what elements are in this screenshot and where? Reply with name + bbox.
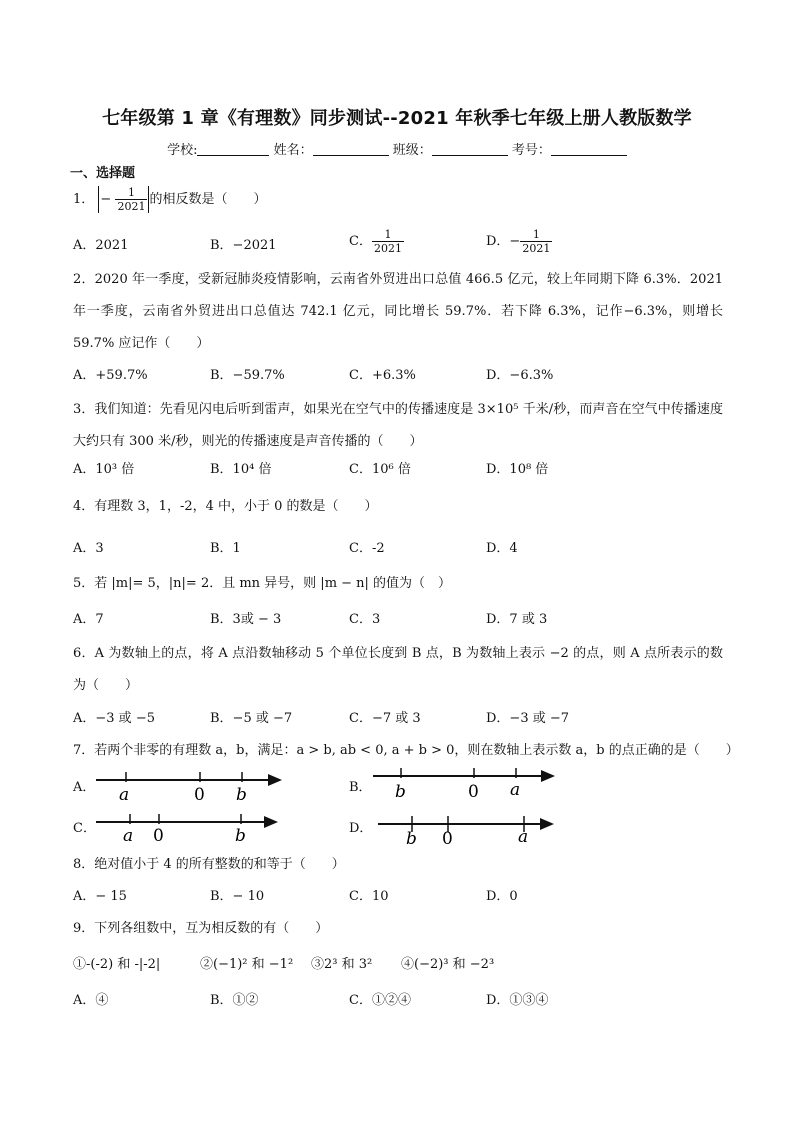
q1-d-label: D．− [486,234,521,249]
q8-option-b[interactable]: B．− 10 [210,889,265,904]
exam-no-label: 考号： [511,143,551,158]
question-2: 2．2020 年一季度，受新冠肺炎疫情影响，云南省外贸进出口总值 466.5 亿元，较上年同期下降 6.3%．2021 年一季度，云南省外贸进出口总值达 742.1 亿元，同比增长 59.7%．若下降 6.3%，记作−6.3%，则增长 59.7% 应记作（ ） [73,272,723,351]
section-heading: 一、选择题 [70,166,136,181]
school-label: 学校: [167,143,198,158]
q4-option-a[interactable]: A．3 [73,541,104,556]
q1-abs-expression [98,186,149,213]
q7-option-b-label[interactable]: B． [349,780,372,795]
name-label: 姓名： [273,143,313,158]
name-blank[interactable] [313,143,389,156]
axis-arrow [268,774,282,786]
q1-option-c[interactable] [349,228,404,255]
q9-item-1: ①-(-2) 和 -|-2| [73,957,161,972]
class-blank[interactable] [432,143,508,156]
q1-text: 的相反数是（ ） [149,192,267,207]
q5-option-a[interactable]: A．7 [73,612,104,627]
q6-option-a[interactable]: A．−3 或 −5 [73,711,155,726]
q2-option-b[interactable]: B．−59.7% [210,368,285,383]
q9-item-2: ②(−1)² 和 −1² [200,957,294,972]
label-b: b [406,829,417,849]
q3-option-c[interactable]: C．10⁶ 倍 [349,462,411,477]
q1-option-a[interactable]: A．2021 [73,238,129,253]
label-a: a [119,785,130,805]
q1-c-den: 2021 [373,242,402,255]
q1-number: 1． [73,192,95,207]
q1-frac-num: 1 [115,186,147,200]
q1-frac-den: 2021 [117,200,146,213]
q7-option-c-label[interactable]: C． [73,821,96,836]
question-1 [73,186,266,213]
q2-option-d[interactable]: D．−6.3% [486,368,554,383]
school-blank[interactable] [197,143,269,156]
question-9: 9．下列各组数中，互为相反数的有（ ） [73,921,329,936]
q1-d-num: 1 [520,228,552,242]
question-6: 6．A 为数轴上的点，将 A 点沿数轴移动 5 个单位长度到 B 点，B 为数轴上表示 −2 的点，则 A 点所表示的数为（ ） [73,646,723,693]
student-info-line [0,139,794,158]
q8-option-d[interactable]: D．0 [486,889,518,904]
class-label: 班级： [392,143,432,158]
label-a: a [123,826,134,846]
q6-option-c[interactable]: C．−7 或 3 [349,711,421,726]
q2-option-c[interactable]: C．+6.3% [349,368,416,383]
label-0: 0 [442,829,453,849]
question-7: 7．若两个非零的有理数 a，b，满足：a > b, ab < 0, a + b > 0，则在数轴上表示数 a，b 的点正确的是（ ） [73,743,739,758]
q1-minus: − [100,192,112,207]
q6-option-b[interactable]: B．−5 或 −7 [210,711,293,726]
q1-d-den: 2021 [522,242,551,255]
axis-arrow [540,818,554,830]
question-4: 4．有理数 3，1，-2，4 中，小于 0 的数是（ ） [73,499,378,514]
label-b: b [235,826,246,846]
q9-option-c[interactable]: C．①②④ [349,993,411,1008]
q9-item-3: ③2³ 和 3² [311,957,373,972]
q7-option-c-number-line[interactable] [96,808,286,844]
q1-c-label: C． [349,234,372,249]
q1-fraction [115,186,147,213]
q7-option-a-number-line[interactable] [96,768,286,804]
q5-option-c[interactable]: C．3 [349,612,381,627]
exam-no-blank[interactable] [551,143,627,156]
label-0: 0 [468,782,479,802]
axis-arrow [541,770,555,782]
q4-option-b[interactable]: B．1 [210,541,241,556]
q8-option-c[interactable]: C．10 [349,889,389,904]
label-a: a [510,780,521,800]
q3-option-b[interactable]: B．10⁴ 倍 [210,462,272,477]
q1-option-b[interactable]: B．−2021 [210,238,277,253]
q1-option-d[interactable] [486,228,552,255]
q1-c-num: 1 [372,228,404,242]
question-8: 8．绝对值小于 4 的所有整数的和等于（ ） [73,857,345,872]
q9-option-d[interactable]: D．①③④ [486,993,549,1008]
q1-d-fraction [520,228,552,255]
label-a: a [518,827,529,847]
q8-option-a[interactable]: A．− 15 [73,889,127,904]
q9-item-4: ④(−2)³ 和 −2³ [401,957,495,972]
q5-option-d[interactable]: D．7 或 3 [486,612,548,627]
q4-option-c[interactable]: C．-2 [349,541,385,556]
question-3: 3．我们知道：先看见闪电后听到雷声，如果光在空气中的传播速度是 3×10⁵ 千米/秒，而声音在空气中传播速度大约只有 300 米/秒，则光的传播速度是声音传播的（ ） [73,402,723,449]
question-5: 5．若 |m|= 5，|n|= 2．且 mn 异号，则 |m − n| 的值为（ ） [73,576,452,591]
q2-option-a[interactable]: A．+59.7% [73,368,148,383]
q1-c-fraction [372,228,404,255]
label-0: 0 [153,826,164,846]
label-b: b [395,782,406,802]
axis-arrow [264,816,278,828]
q9-option-b[interactable]: B．①② [210,993,259,1008]
q6-option-d[interactable]: D．−3 或 −7 [486,711,570,726]
q3-option-d[interactable]: D．10⁸ 倍 [486,462,549,477]
q9-option-a[interactable]: A．④ [73,993,109,1008]
page-title: 七年级第 1 章《有理数》同步测试--2021 年秋季七年级上册人教版数学 [102,108,692,129]
q7-option-a-label[interactable]: A． [73,780,96,795]
q3-option-a[interactable]: A．10³ 倍 [73,462,135,477]
q5-option-b[interactable]: B．3或 − 3 [210,612,282,627]
label-b: b [236,785,247,805]
q4-option-d[interactable]: D．4 [486,541,518,556]
q7-option-b-number-line[interactable] [373,764,563,800]
q7-option-d-label[interactable]: D． [349,821,373,836]
label-0: 0 [194,785,205,805]
q7-option-d-number-line[interactable] [378,812,568,848]
